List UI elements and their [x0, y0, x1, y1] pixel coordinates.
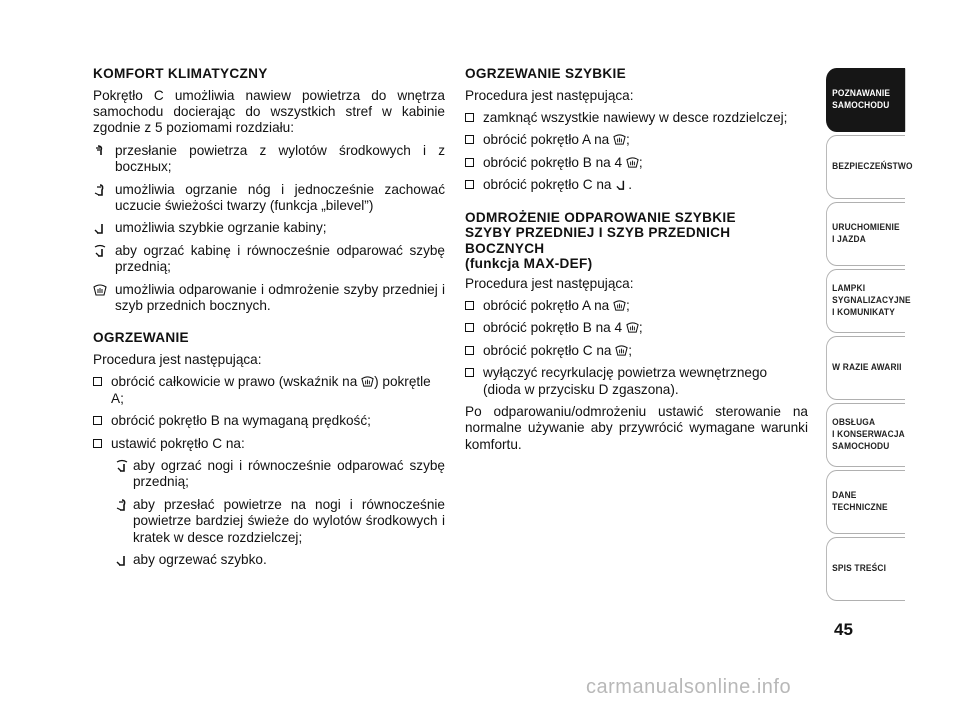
step-text-tail: ; — [625, 297, 630, 313]
step-text-tail: . — [628, 177, 633, 193]
chapter-tab[interactable] — [826, 269, 911, 333]
maxdef-title-line-4: (funkcja MAX-DEF) — [465, 256, 593, 272]
chapter-tab-label: OBSŁUGA I KONSERWACJA SAMOCHODU — [832, 417, 905, 452]
szybkie-steps — [465, 110, 808, 194]
feet-face-vent-icon — [115, 498, 129, 512]
checkbox-bullet-icon — [465, 135, 474, 144]
sub-mode-item — [115, 552, 445, 568]
feet-vent-icon — [115, 553, 129, 567]
mode-item — [93, 220, 445, 236]
windscreen-defrost-icon — [613, 133, 626, 146]
step-item — [465, 155, 808, 171]
step-text-tail: ; — [638, 320, 643, 336]
chapter-tab[interactable] — [826, 403, 905, 467]
sub-mode-item — [115, 458, 445, 491]
checkbox-bullet-icon — [93, 439, 102, 448]
ogrzewanie-intro: Procedura jest następująca: — [93, 351, 262, 367]
left-column — [93, 66, 445, 574]
chapter-tab-label: SPIS TREŚCI — [832, 563, 887, 574]
checkbox-bullet-icon — [93, 377, 102, 386]
step-item — [465, 132, 808, 148]
step-text-tail: ; — [625, 132, 630, 148]
chapter-tab[interactable] — [826, 537, 905, 601]
step-item — [465, 177, 808, 193]
checkbox-bullet-icon — [465, 180, 474, 189]
sub-mode-item — [115, 497, 445, 546]
feet-vent-icon — [615, 178, 628, 191]
maxdef-title-line-1: ODMROŻENIE ODPAROWANIE SZYBKIE — [465, 209, 736, 225]
checkbox-bullet-icon — [465, 113, 474, 122]
chapter-tab-label: URUCHOMIENIE I JAZDA — [832, 222, 900, 245]
chapter-tab[interactable] — [826, 202, 905, 266]
komfort-title: KOMFORT KLIMATYCZNY — [93, 66, 268, 81]
checkbox-bullet-icon — [465, 158, 474, 167]
step-item — [93, 436, 445, 452]
chapter-tab-label: BEZPIECZEŃSTWO — [832, 161, 913, 172]
watermark: carmanualsonline.info — [586, 676, 792, 698]
chapter-tab[interactable] — [826, 470, 905, 534]
step-text: obrócić pokrętło A na — [483, 132, 610, 148]
right-column — [465, 66, 808, 459]
windscreen-defrost-icon — [626, 321, 639, 334]
mode-item — [93, 182, 445, 215]
step-text-tail: ) pokrętle A; — [111, 374, 431, 406]
komfort-intro: Pokrętło C umożliwia nawiew powietrza do wnętrza samochodu docierając do wszystkich stref w kabinie zgodnie z 5 poziomami rozdziału: — [93, 87, 445, 136]
windscreen-defrost-icon — [93, 283, 107, 297]
step-item — [465, 365, 808, 398]
windscreen-defrost-icon — [361, 375, 374, 388]
mode-text: przesłanie powietrza z wylotów środkowych i z boczных; — [115, 142, 445, 175]
chapter-tabs — [826, 68, 916, 604]
chapter-tab-label: POZNAWANIE SAMOCHODU — [832, 88, 891, 111]
maxdef-steps — [465, 298, 808, 398]
maxdef-title — [465, 210, 808, 272]
mode-item — [93, 243, 445, 276]
page-number: 45 — [834, 620, 853, 639]
checkbox-bullet-icon — [465, 346, 474, 355]
ogrzewanie-title: OGRZEWANIE — [93, 330, 189, 346]
step-text: obrócić pokrętło B na wymaganą prędkość; — [111, 413, 371, 429]
ogrzewanie-sub-modes — [93, 458, 445, 568]
mode-text: umożliwia ogrzanie nóg i jednocześnie zachować uczucie świeżości twarzy (funkcja „bilevel”) — [115, 181, 445, 213]
maxdef-title-line-2: SZYBY PRZEDNIEJ I SZYB PRZEDNICH — [465, 225, 731, 241]
sub-mode-text: aby ogrzewać szybko. — [133, 551, 267, 567]
ogrzewanie-steps — [93, 374, 445, 452]
chapter-tab[interactable] — [826, 135, 913, 199]
windscreen-defrost-icon — [613, 299, 626, 312]
maxdef-intro: Procedura jest następująca: — [465, 275, 634, 291]
feet-windscreen-vent-icon — [115, 459, 129, 473]
step-text: zamknąć wszystkie nawiewy w desce rozdzielczej; — [483, 109, 788, 125]
mode-item — [93, 282, 445, 315]
sub-mode-text: aby przesłać powietrze na nogi i równocześnie powietrze bardziej świeże do wylotów środkowych i kratek w desce rozdzielczej; — [133, 496, 445, 545]
mode-text: aby ogrzać kabinę i równocześnie odparować szybę przednią; — [115, 242, 445, 275]
step-text: wyłączyć recyrkulację powietrza wewnętrznego (dioda w przycisku D zgaszona). — [483, 365, 768, 397]
szybkie-intro: Procedura jest następująca: — [465, 87, 634, 103]
checkbox-bullet-icon — [465, 301, 474, 310]
step-item — [465, 320, 808, 336]
mode-text: umożliwia odparowanie i odmrożenie szyby przedniej i szyb przednich bocznych. — [115, 281, 445, 313]
chapter-tab[interactable] — [826, 336, 905, 400]
sub-mode-text: aby ogrzać nogi i równocześnie odparować szybę przednią; — [133, 457, 445, 490]
face-vent-icon — [93, 144, 107, 158]
step-text: obrócić całkowicie w prawo (wskaźnik na — [111, 374, 358, 390]
step-text: obrócić pokrętło B na 4 — [483, 320, 623, 336]
step-item — [465, 110, 808, 126]
step-item — [465, 298, 808, 314]
chapter-tab-label: LAMPKI SYGNALIZACYJNE I KOMUNIKATY — [832, 283, 911, 318]
outro: Po odparowaniu/odmrożeniu ustawić sterowanie na normalne używanie aby przywrócić wymagane warunki komfortu. — [465, 403, 808, 452]
szybkie-title: OGRZEWANIE SZYBKIE — [465, 66, 626, 81]
windscreen-defrost-icon — [615, 344, 628, 357]
maxdef-title-line-3: BOCZNYCH — [465, 240, 545, 256]
checkbox-bullet-icon — [465, 323, 474, 332]
mode-list — [93, 143, 445, 315]
feet-vent-icon — [93, 221, 107, 235]
mode-text: umożliwia szybkie ogrzanie kabiny; — [115, 220, 327, 236]
mode-item — [93, 143, 445, 176]
chapter-tab-label: W RAZIE AWARII — [832, 362, 902, 373]
step-text: ustawić pokrętło C na: — [111, 435, 245, 451]
step-item — [465, 343, 808, 359]
windscreen-defrost-icon — [626, 156, 639, 169]
step-text-tail: ; — [628, 342, 633, 358]
chapter-tab[interactable] — [826, 68, 905, 132]
step-item — [93, 413, 445, 429]
step-text: obrócić pokrętło C na — [483, 177, 612, 193]
feet-windscreen-vent-icon — [93, 244, 107, 258]
checkbox-bullet-icon — [93, 416, 102, 425]
feet-face-vent-icon — [93, 183, 107, 197]
step-item — [93, 374, 445, 407]
step-text: obrócić pokrętło A na — [483, 297, 610, 313]
step-text-tail: ; — [638, 154, 643, 170]
step-text: obrócić pokrętło B na 4 — [483, 154, 623, 170]
step-text: obrócić pokrętło C na — [483, 342, 612, 358]
checkbox-bullet-icon — [465, 368, 474, 377]
chapter-tab-label: DANE TECHNICZNE — [832, 490, 888, 513]
